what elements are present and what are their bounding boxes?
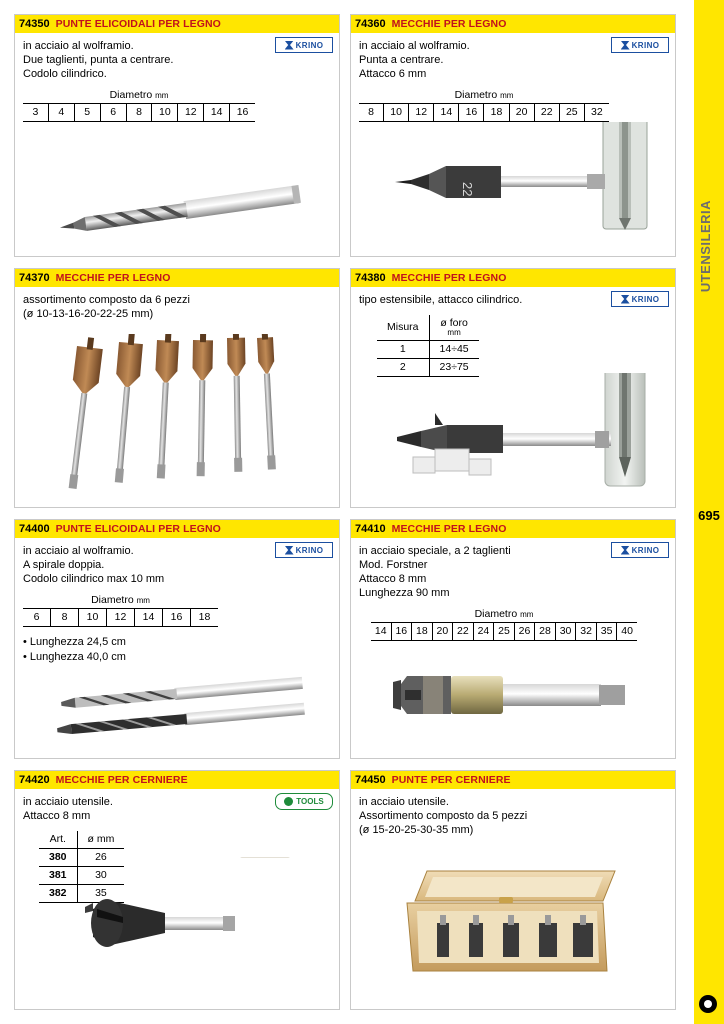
- description-line: assortimento composto da 6 pezzi: [23, 294, 190, 306]
- diameter-value: 25: [494, 623, 515, 640]
- description-line: Mod. Forstner: [359, 559, 428, 571]
- diameter-value: 6: [23, 609, 51, 626]
- krino-mark-icon: [621, 41, 630, 50]
- description-line: in acciaio speciale, a 2 taglienti: [359, 545, 511, 557]
- product-description: [23, 39, 253, 81]
- description-line: tipo estensibile, attacco cilindrico.: [359, 294, 523, 306]
- cell-article: 382: [39, 885, 77, 903]
- card-header: [351, 520, 675, 538]
- product-card: [350, 519, 676, 759]
- brand-label: KRINO: [631, 545, 660, 555]
- card-body: [351, 287, 675, 507]
- description-line: A spirale doppia.: [23, 559, 105, 571]
- product-code: 74360: [355, 18, 386, 30]
- diameter-value: 14: [204, 104, 230, 121]
- product-photo: [351, 162, 675, 252]
- column-header-hole: ø foro mm: [429, 315, 479, 341]
- card-header: [15, 269, 339, 287]
- product-card: [350, 14, 676, 257]
- product-title: MECCHIE PER LEGNO: [391, 18, 507, 30]
- product-code: 74400: [19, 523, 50, 535]
- description-line: in acciaio utensile.: [359, 796, 449, 808]
- cell-measure: 2: [377, 359, 429, 377]
- product-card: [14, 14, 340, 257]
- krino-mark-icon: [285, 546, 294, 555]
- diameter-caption: [359, 89, 609, 104]
- product-title: PUNTE ELICOIDALI PER LEGNO: [55, 523, 221, 535]
- diameter-value: 14: [371, 623, 392, 640]
- card-header: [351, 15, 675, 33]
- cell-diameter: 35: [77, 885, 124, 903]
- diameter-caption: [371, 608, 637, 623]
- description-line: in acciaio utensile.: [23, 796, 113, 808]
- diameter-value: 4: [49, 104, 75, 121]
- product-description: [359, 544, 589, 600]
- diameter-table: [371, 608, 637, 641]
- column-header-diameter: ø mm: [77, 831, 124, 849]
- product-code: 74410: [355, 523, 386, 535]
- table-header-row: [377, 315, 479, 341]
- diameter-value: 12: [178, 104, 204, 121]
- diameter-caption: [23, 594, 218, 609]
- diameter-value: 8: [127, 104, 153, 121]
- cell-hole: 14÷45: [429, 341, 479, 359]
- diameter-values-row: [371, 623, 637, 641]
- brand-logo-tools: [275, 793, 333, 810]
- diameter-value: 14: [135, 609, 163, 626]
- product-code: 74420: [19, 774, 50, 786]
- product-card: [350, 770, 676, 1010]
- cell-measure: 1: [377, 341, 429, 359]
- page-number: 695: [698, 508, 720, 523]
- product-title: PUNTE PER CERNIERE: [391, 774, 511, 786]
- brand-label: KRINO: [631, 294, 660, 304]
- sidebar-tab: [694, 0, 724, 1024]
- product-photo: [15, 334, 339, 499]
- krino-mark-icon: [621, 295, 630, 304]
- diameter-value: 26: [515, 623, 536, 640]
- brand-logo-krino: [611, 542, 669, 558]
- diameter-value: 24: [474, 623, 495, 640]
- product-title: MECCHIE PER LEGNO: [55, 272, 171, 284]
- diameter-value: 16: [459, 104, 484, 121]
- diameter-table: [23, 89, 255, 122]
- tools-mark-icon: [284, 797, 293, 806]
- diameter-value: 16: [163, 609, 191, 626]
- product-title: MECCHIE PER LEGNO: [391, 272, 507, 284]
- product-code: 74370: [19, 272, 50, 284]
- brand-logo-krino: [275, 37, 333, 53]
- card-header: [351, 771, 675, 789]
- diameter-value: 28: [535, 623, 556, 640]
- registration-mark-icon: [698, 994, 720, 1016]
- diameter-value: 10: [384, 104, 409, 121]
- product-photo: [351, 652, 675, 752]
- diameter-values-row: [359, 104, 609, 122]
- diameter-value: 22: [453, 623, 474, 640]
- column-header-article: Art.: [39, 831, 77, 849]
- product-title: PUNTE ELICOIDALI PER LEGNO: [55, 18, 221, 30]
- diameter-value: 40: [621, 625, 633, 637]
- diameter-value: 16: [392, 623, 413, 640]
- diameter-label: Diametro: [454, 89, 498, 101]
- description-line: (ø 15-20-25-30-35 mm): [359, 824, 474, 836]
- description-line: in acciaio al wolframio.: [23, 545, 134, 557]
- product-photo: [351, 373, 675, 503]
- diameter-value: 32: [576, 623, 597, 640]
- product-code: 74380: [355, 272, 386, 284]
- product-photo: [351, 845, 675, 1005]
- krino-mark-icon: [285, 41, 294, 50]
- diameter-value: 18: [198, 611, 211, 623]
- description-line: in acciaio al wolframio.: [23, 40, 134, 52]
- diameter-value: 20: [433, 623, 454, 640]
- diameter-unit: mm: [500, 91, 514, 100]
- product-description: [359, 293, 589, 307]
- card-header: [351, 269, 675, 287]
- diameter-values-row: [23, 104, 255, 122]
- diameter-caption: [23, 89, 255, 104]
- diameter-value: 25: [560, 104, 585, 121]
- measure-table: [377, 315, 479, 377]
- product-code: 74450: [355, 774, 386, 786]
- cell-article: 381: [39, 867, 77, 885]
- length-option: • Lunghezza 24,5 cm: [23, 636, 126, 648]
- product-photo: [15, 857, 339, 1007]
- brand-label: KRINO: [631, 40, 660, 50]
- card-header: [15, 15, 339, 33]
- card-body: [351, 538, 675, 758]
- cell-hole: 23÷75: [429, 359, 479, 377]
- product-card: [14, 770, 340, 1010]
- brand-label: TOOLS: [296, 797, 324, 806]
- diameter-value: 32: [591, 106, 603, 118]
- description-line: Due taglienti, punta a centrare.: [23, 54, 174, 66]
- diameter-table: [23, 594, 218, 627]
- description-line: Codolo cilindrico.: [23, 68, 107, 80]
- card-body: [351, 789, 675, 1009]
- diameter-value: 10: [79, 609, 107, 626]
- diameter-value: 12: [107, 609, 135, 626]
- card-body: [15, 789, 339, 1009]
- card-body: [15, 538, 339, 758]
- table-row: [377, 341, 479, 359]
- diameter-value: 8: [359, 104, 384, 121]
- card-body: [351, 33, 675, 256]
- description-line: (ø 10-13-16-20-22-25 mm): [23, 308, 154, 320]
- diameter-value: 5: [75, 104, 101, 121]
- card-header: [15, 771, 339, 789]
- product-description: [359, 795, 589, 837]
- product-photo: [15, 674, 339, 754]
- description-line: Codolo cilindrico max 10 mm: [23, 573, 165, 585]
- diameter-label: Diametro: [109, 89, 153, 101]
- diameter-value: 14: [434, 104, 459, 121]
- diameter-label: Diametro: [474, 608, 518, 620]
- card-body: [15, 33, 339, 256]
- product-card: [350, 268, 676, 508]
- brand-logo-krino: [275, 542, 333, 558]
- product-grid: [14, 14, 676, 1010]
- krino-mark-icon: [621, 546, 630, 555]
- diameter-value: 6: [101, 104, 127, 121]
- description-line: Attacco 8 mm: [359, 573, 427, 585]
- product-card: [14, 519, 340, 759]
- diameter-value: 18: [484, 104, 509, 121]
- description-line: Assortimento composto da 5 pezzi: [359, 810, 528, 822]
- brand-label: KRINO: [295, 40, 324, 50]
- description-line: Attacco 6 mm: [359, 68, 427, 80]
- brand-logo-krino: [611, 37, 669, 53]
- length-option: • Lunghezza 40,0 cm: [23, 651, 126, 663]
- diameter-value: 22: [535, 104, 560, 121]
- brand-logo-krino: [611, 291, 669, 307]
- diameter-value: 35: [597, 623, 618, 640]
- length-options: [23, 635, 331, 665]
- diameter-value: 18: [412, 623, 433, 640]
- diameter-value: 16: [236, 106, 249, 118]
- svg-text:22: 22: [460, 182, 475, 197]
- product-description: [23, 795, 253, 823]
- product-description: [359, 39, 589, 81]
- diameter-value: 30: [556, 623, 577, 640]
- product-description: [23, 293, 253, 321]
- description-line: Lunghezza 90 mm: [359, 587, 450, 599]
- brand-label: KRINO: [295, 545, 324, 555]
- description-line: Attacco 8 mm: [23, 810, 91, 822]
- cell-diameter: 26: [77, 849, 124, 867]
- cell-diameter: 30: [77, 867, 124, 885]
- card-body: [15, 287, 339, 507]
- card-header: [15, 520, 339, 538]
- product-card: [14, 268, 340, 508]
- product-photo: [15, 162, 339, 252]
- diameter-value: 12: [409, 104, 434, 121]
- product-code: 74350: [19, 18, 50, 30]
- diameter-values-row: [23, 609, 218, 627]
- cell-article: 380: [39, 849, 77, 867]
- description-line: Punta a centrare.: [359, 54, 444, 66]
- diameter-value: 20: [510, 104, 535, 121]
- diameter-unit: mm: [520, 610, 534, 619]
- product-description: [23, 544, 253, 586]
- diameter-value: 3: [23, 104, 49, 121]
- diameter-value: 10: [152, 104, 178, 121]
- diameter-table: [359, 89, 609, 122]
- column-header-measure: Misura: [377, 315, 429, 341]
- diameter-unit: mm: [155, 91, 169, 100]
- diameter-label: Diametro: [91, 594, 134, 606]
- description-line: in acciaio al wolframio.: [359, 40, 470, 52]
- product-title: MECCHIE PER CERNIERE: [55, 774, 188, 786]
- diameter-value: 8: [51, 609, 79, 626]
- product-title: MECCHIE PER LEGNO: [391, 523, 507, 535]
- table-header-row: [39, 831, 124, 849]
- sidebar-section-label: UTENSILERIA: [698, 200, 713, 293]
- diameter-unit: mm: [136, 596, 150, 605]
